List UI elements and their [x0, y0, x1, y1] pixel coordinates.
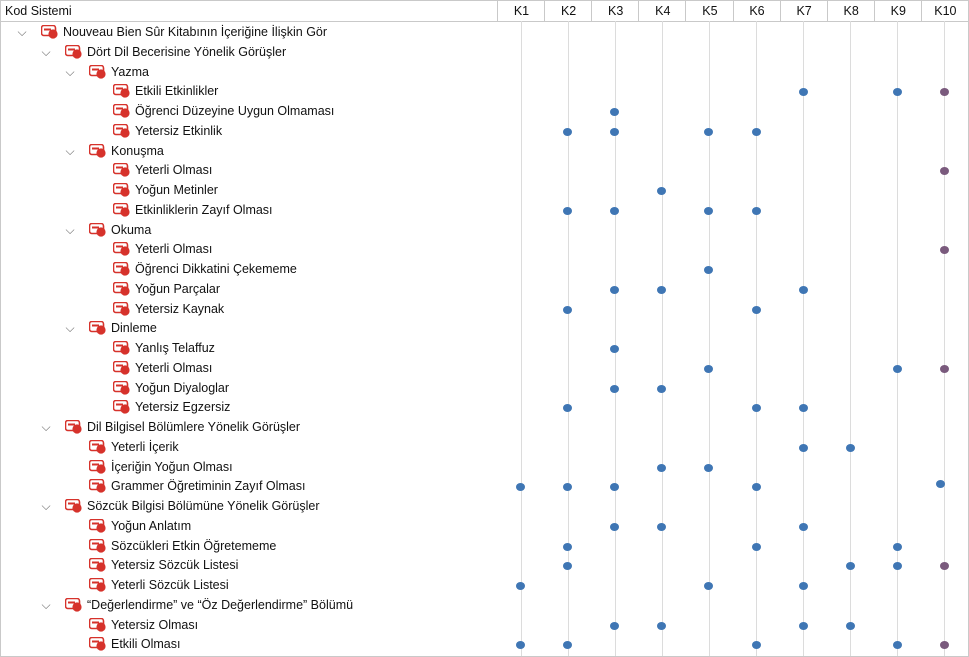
occurrence-dot-k7[interactable] — [799, 622, 808, 630]
occurrence-dot-k4[interactable] — [657, 464, 666, 472]
occurrence-dot-k7[interactable] — [799, 404, 808, 412]
tree-row[interactable] — [1, 339, 968, 358]
code-label: Dört Dil Becerisine Yönelik Görüşler — [87, 44, 287, 59]
occurrence-dot-k9[interactable] — [893, 641, 902, 649]
occurrence-dot-k8[interactable] — [846, 444, 855, 452]
occurrence-dot-k3[interactable] — [610, 128, 619, 136]
code-icon — [89, 460, 107, 474]
code-icon — [113, 400, 131, 414]
code-label: Sözcükleri Etkin Öğretememe — [111, 538, 277, 553]
chevron-down-icon[interactable]: ⌵ — [41, 420, 51, 434]
code-icon — [89, 321, 107, 335]
tree-row[interactable] — [1, 300, 968, 319]
occurrence-dot-k4[interactable] — [657, 286, 666, 294]
occurrence-dot-k3[interactable] — [610, 286, 619, 294]
column-header-k2[interactable]: K2 — [544, 1, 592, 21]
occurrence-dot-k10[interactable] — [940, 641, 949, 649]
tree-row[interactable] — [1, 497, 968, 516]
tree-row[interactable] — [1, 122, 968, 141]
occurrence-dot-k5[interactable] — [704, 365, 713, 373]
occurrence-dot-k3[interactable] — [610, 207, 619, 215]
occurrence-dot-k1[interactable] — [516, 483, 525, 491]
code-label: Okuma — [111, 222, 152, 237]
code-icon — [89, 479, 107, 493]
tree-row[interactable] — [1, 181, 968, 200]
code-icon — [89, 539, 107, 553]
code-label: Yanlış Telaffuz — [135, 341, 215, 355]
code-label: Etkinliklerin Zayıf Olması — [135, 202, 273, 217]
occurrence-dot-k3[interactable] — [610, 345, 619, 353]
chevron-down-icon[interactable]: ⌵ — [41, 499, 51, 513]
tree-row[interactable] — [1, 23, 968, 42]
code-label: Öğrenci Dikkatini Çekememe — [135, 262, 297, 276]
tree-row[interactable] — [1, 517, 968, 536]
tree-row[interactable] — [1, 418, 968, 437]
code-label: Yoğun Diyaloglar — [135, 380, 230, 395]
tree-row[interactable] — [1, 142, 968, 161]
occurrence-dot-k4[interactable] — [657, 385, 666, 393]
tree-row[interactable] — [1, 201, 968, 220]
occurrence-dot-k7[interactable] — [799, 444, 808, 452]
occurrence-dot-k8[interactable] — [846, 622, 855, 630]
column-header-k3[interactable]: K3 — [591, 1, 639, 21]
tree-row[interactable] — [1, 635, 968, 654]
code-label: Dinleme — [111, 321, 157, 336]
code-label: Yetersiz Kaynak — [135, 301, 225, 316]
tree-row[interactable] — [1, 576, 968, 595]
code-label: Yeterli Olması — [135, 360, 213, 375]
occurrence-dot-k6[interactable] — [752, 128, 761, 136]
occurrence-dot-k3[interactable] — [610, 108, 619, 116]
occurrence-dot-k3[interactable] — [610, 622, 619, 630]
code-label: Yetersiz Sözcük Listesi — [111, 558, 239, 573]
tree-row[interactable] — [1, 240, 968, 259]
tree-row[interactable] — [1, 161, 968, 180]
code-label: Yoğun Metinler — [135, 183, 218, 197]
chevron-down-icon[interactable]: ⌵ — [41, 597, 51, 612]
occurrence-dot-k6[interactable] — [752, 404, 761, 412]
occurrence-dot-k9[interactable] — [893, 365, 902, 373]
column-header-k8[interactable]: K8 — [827, 1, 875, 21]
tree-row[interactable] — [1, 556, 968, 575]
code-icon — [113, 84, 131, 98]
code-icon — [113, 302, 131, 316]
occurrence-dot-k5[interactable] — [704, 464, 713, 472]
tree-row[interactable] — [1, 63, 968, 82]
occurrence-dot-k7[interactable] — [799, 286, 808, 294]
matrix-header — [1, 1, 968, 22]
code-label: Yetersiz Egzersiz — [135, 400, 231, 415]
occurrence-dot-k7[interactable] — [799, 523, 808, 531]
tree-row[interactable] — [1, 43, 968, 62]
chevron-down-icon[interactable]: ⌵ — [41, 44, 51, 59]
code-label: Nouveau Bien Sûr Kitabının İçeriğine İlişkin Gör — [63, 25, 328, 39]
tree-row[interactable] — [1, 398, 968, 417]
code-icon — [65, 45, 83, 59]
chevron-down-icon[interactable]: ⌵ — [65, 143, 75, 158]
occurrence-dot-k6[interactable] — [752, 641, 761, 649]
code-icon — [113, 124, 131, 138]
code-icon — [41, 25, 59, 39]
code-label: Yeterli İçerik — [111, 439, 179, 454]
chevron-down-icon[interactable]: ⌵ — [65, 64, 75, 79]
occurrence-dot-k10[interactable] — [940, 88, 949, 96]
code-label: Konuşma — [111, 143, 164, 158]
code-label: Sözcük Bilgisi Bölümüne Yönelik Görüşler — [87, 499, 320, 513]
occurrence-dot-k5[interactable] — [704, 207, 713, 215]
code-label: Yeterli Sözcük Listesi — [111, 578, 229, 592]
code-label: Yoğun Anlatım — [111, 518, 192, 533]
code-label: Yetersiz Olması — [111, 617, 199, 632]
code-icon — [65, 499, 83, 513]
occurrence-dot-k9[interactable] — [893, 88, 902, 96]
occurrence-dot-k9[interactable] — [893, 543, 902, 551]
occurrence-dot-k7[interactable] — [799, 88, 808, 96]
occurrence-dot-k10[interactable] — [936, 480, 945, 488]
code-label: Grammer Öğretiminin Zayıf Olması — [111, 479, 306, 494]
column-header-k7[interactable]: K7 — [780, 1, 828, 21]
code-label: Yoğun Parçalar — [135, 281, 221, 296]
code-label: Yetersiz Etkinlik — [135, 123, 223, 138]
tree-row[interactable] — [1, 280, 968, 299]
tree-row[interactable] — [1, 102, 968, 121]
code-icon — [89, 223, 107, 237]
tree-row[interactable] — [1, 458, 968, 477]
tree-row[interactable] — [1, 319, 968, 338]
occurrence-dot-k4[interactable] — [657, 187, 666, 195]
occurrence-dot-k1[interactable] — [516, 641, 525, 649]
code-label: Yeterli Olması — [135, 163, 213, 178]
occurrence-dot-k10[interactable] — [940, 562, 949, 570]
code-icon — [89, 519, 107, 533]
occurrence-dot-k2[interactable] — [563, 207, 572, 215]
occurrence-dot-k10[interactable] — [940, 365, 949, 373]
code-icon — [113, 282, 131, 296]
code-icon — [113, 163, 131, 177]
code-icon — [89, 637, 107, 651]
column-header-k5[interactable]: K5 — [685, 1, 733, 21]
occurrence-dot-k6[interactable] — [752, 207, 761, 215]
tree-row[interactable] — [1, 260, 968, 279]
column-header-k4[interactable]: K4 — [638, 1, 686, 21]
code-icon — [113, 203, 131, 217]
occurrence-dot-k3[interactable] — [610, 483, 619, 491]
occurrence-dot-k8[interactable] — [846, 562, 855, 570]
occurrence-dot-k6[interactable] — [752, 543, 761, 551]
chevron-down-icon[interactable]: ⌵ — [65, 321, 75, 336]
occurrence-dot-k1[interactable] — [516, 582, 525, 590]
occurrence-dot-k4[interactable] — [657, 523, 666, 531]
code-label: Yeterli Olması — [135, 242, 213, 257]
occurrence-dot-k10[interactable] — [940, 246, 949, 254]
tree-row[interactable] — [1, 359, 968, 378]
code-label: Öğrenci Düzeyine Uygun Olmaması — [135, 104, 335, 118]
occurrence-dot-k2[interactable] — [563, 404, 572, 412]
chevron-down-icon[interactable]: ⌵ — [65, 222, 75, 237]
code-icon — [113, 361, 131, 375]
code-icon — [113, 183, 131, 197]
occurrence-dot-k5[interactable] — [704, 582, 713, 590]
tree-row[interactable] — [1, 596, 968, 615]
occurrence-dot-k10[interactable] — [940, 167, 949, 175]
occurrence-dot-k2[interactable] — [563, 641, 572, 649]
code-icon — [89, 618, 107, 632]
code-icon — [89, 578, 107, 592]
code-icon — [89, 558, 107, 572]
code-icon — [89, 65, 107, 79]
column-header-k9[interactable]: K9 — [874, 1, 922, 21]
occurrence-dot-k2[interactable] — [563, 306, 572, 314]
code-icon — [113, 341, 131, 355]
occurrence-dot-k9[interactable] — [893, 562, 902, 570]
code-icon — [89, 440, 107, 454]
code-icon — [113, 381, 131, 395]
occurrence-dot-k6[interactable] — [752, 306, 761, 314]
occurrence-dot-k5[interactable] — [704, 266, 713, 274]
tree-row[interactable] — [1, 438, 968, 457]
chevron-down-icon[interactable]: ⌵ — [17, 25, 27, 39]
column-header-k1[interactable]: K1 — [497, 1, 545, 21]
occurrence-dot-k4[interactable] — [657, 622, 666, 630]
tree-row[interactable] — [1, 82, 968, 101]
tree-row[interactable] — [1, 537, 968, 556]
code-label: Etkili Olması — [111, 637, 181, 652]
occurrence-dot-k2[interactable] — [563, 562, 572, 570]
code-icon — [89, 144, 107, 158]
code-system-title: Kod Sistemi — [5, 4, 72, 18]
code-icon — [65, 598, 83, 612]
code-icon — [113, 104, 131, 118]
occurrence-dot-k3[interactable] — [610, 523, 619, 531]
code-icon — [113, 242, 131, 256]
occurrence-dot-k2[interactable] — [563, 483, 572, 491]
occurrence-dot-k5[interactable] — [704, 128, 713, 136]
occurrence-dot-k2[interactable] — [563, 543, 572, 551]
tree-row[interactable] — [1, 616, 968, 635]
code-label: “Değerlendirme” ve “Öz Değerlendirme” Bölümü — [87, 597, 354, 612]
code-icon — [113, 262, 131, 276]
column-header-k10[interactable]: K10 — [921, 1, 969, 21]
occurrence-dot-k3[interactable] — [610, 385, 619, 393]
code-icon — [65, 420, 83, 434]
occurrence-dot-k7[interactable] — [799, 582, 808, 590]
occurrence-dot-k2[interactable] — [563, 128, 572, 136]
occurrence-dot-k6[interactable] — [752, 483, 761, 491]
code-label: Etkili Etkinlikler — [135, 84, 219, 99]
code-label: Yazma — [111, 64, 149, 79]
code-label: İçeriğin Yoğun Olması — [111, 459, 233, 474]
tree-row[interactable] — [1, 221, 968, 240]
tree-row[interactable] — [1, 379, 968, 398]
tree-row[interactable] — [1, 477, 968, 496]
code-label: Dil Bilgisel Bölümlere Yönelik Görüşler — [87, 420, 301, 434]
column-header-k6[interactable]: K6 — [733, 1, 781, 21]
